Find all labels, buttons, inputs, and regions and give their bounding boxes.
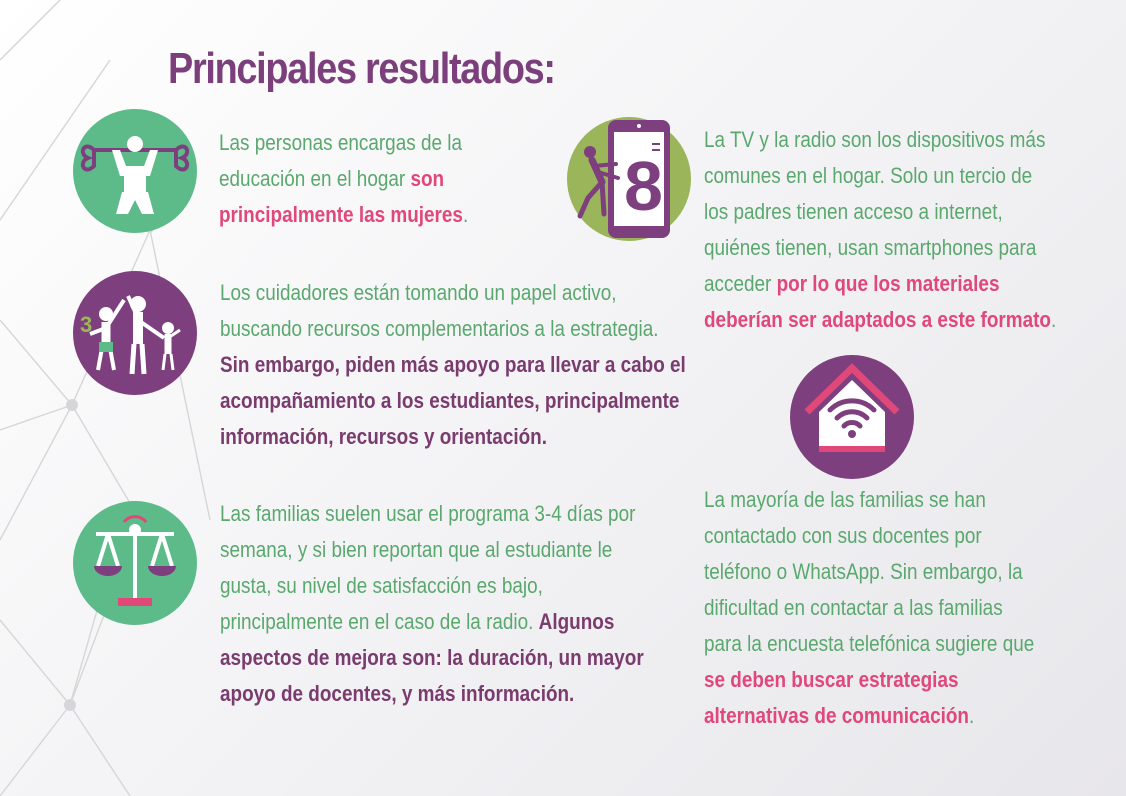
text-line: dificultad en contactar a las familias [704, 595, 1003, 620]
result-cuidadores [220, 275, 686, 455]
text-line: información, recursos y orientación. [220, 424, 547, 449]
text-line: Los cuidadores están tomando un papel activo, [220, 280, 617, 305]
scale-icon [72, 500, 198, 626]
text-line: teléfono o WhatsApp. Sin embargo, la [704, 559, 1023, 584]
text-line: alternativas de comunicación. [704, 703, 975, 728]
phone-icon [566, 116, 692, 242]
page-title: Principales resultados: [168, 44, 555, 93]
wifi-house-icon [789, 354, 915, 480]
text-line: quiénes tienen, usan smartphones para [704, 235, 1037, 260]
family-icon [72, 270, 198, 396]
text-line: contactado con sus docentes por [704, 523, 982, 548]
text-line: semana, y si bien reportan que al estudiante le [220, 537, 613, 562]
text-line: principalmente en el caso de la radio. Algunos [220, 609, 615, 634]
text-line: acompañamiento a los estudiantes, principalmente [220, 388, 680, 413]
family-digit: 3 [80, 312, 93, 337]
text-line: deberían ser adaptados a este formato. [704, 307, 1057, 332]
text-line: acceder por lo que los materiales [704, 271, 1000, 296]
phone-digit: 8 [624, 147, 663, 225]
text-line: los padres tienen acceso a internet, [704, 199, 1003, 224]
result-mujeres [219, 125, 468, 233]
text-line: apoyo de docentes, y más información. [220, 681, 575, 706]
result-dispositivos [704, 122, 1056, 338]
text-line: Las familias suelen usar el programa 3-4 días por [220, 501, 636, 526]
text-line: para la encuesta telefónica sugiere que [704, 631, 1035, 656]
text-line: buscando recursos complementarios a la estrategia. [220, 316, 659, 341]
text-line: Las personas encargas de la [219, 130, 462, 155]
text-line: gusta, su nivel de satisfacción es bajo, [220, 573, 543, 598]
text-line: Sin embargo, piden más apoyo para llevar a cabo el [220, 352, 686, 377]
text-line: comunes en el hogar. Solo un tercio de [704, 163, 1033, 188]
text-line: La mayoría de las familias se han [704, 487, 986, 512]
result-contacto [704, 482, 1034, 734]
text-line: educación en el hogar son [219, 166, 445, 191]
weightlifter-icon [72, 108, 198, 234]
result-familias [220, 496, 644, 712]
text-line: principalmente las mujeres. [219, 202, 469, 227]
text-line: aspectos de mejora son: la duración, un mayor [220, 645, 644, 670]
text-line: La TV y la radio son los dispositivos más [704, 127, 1046, 152]
text-line: se deben buscar estrategias [704, 667, 959, 692]
